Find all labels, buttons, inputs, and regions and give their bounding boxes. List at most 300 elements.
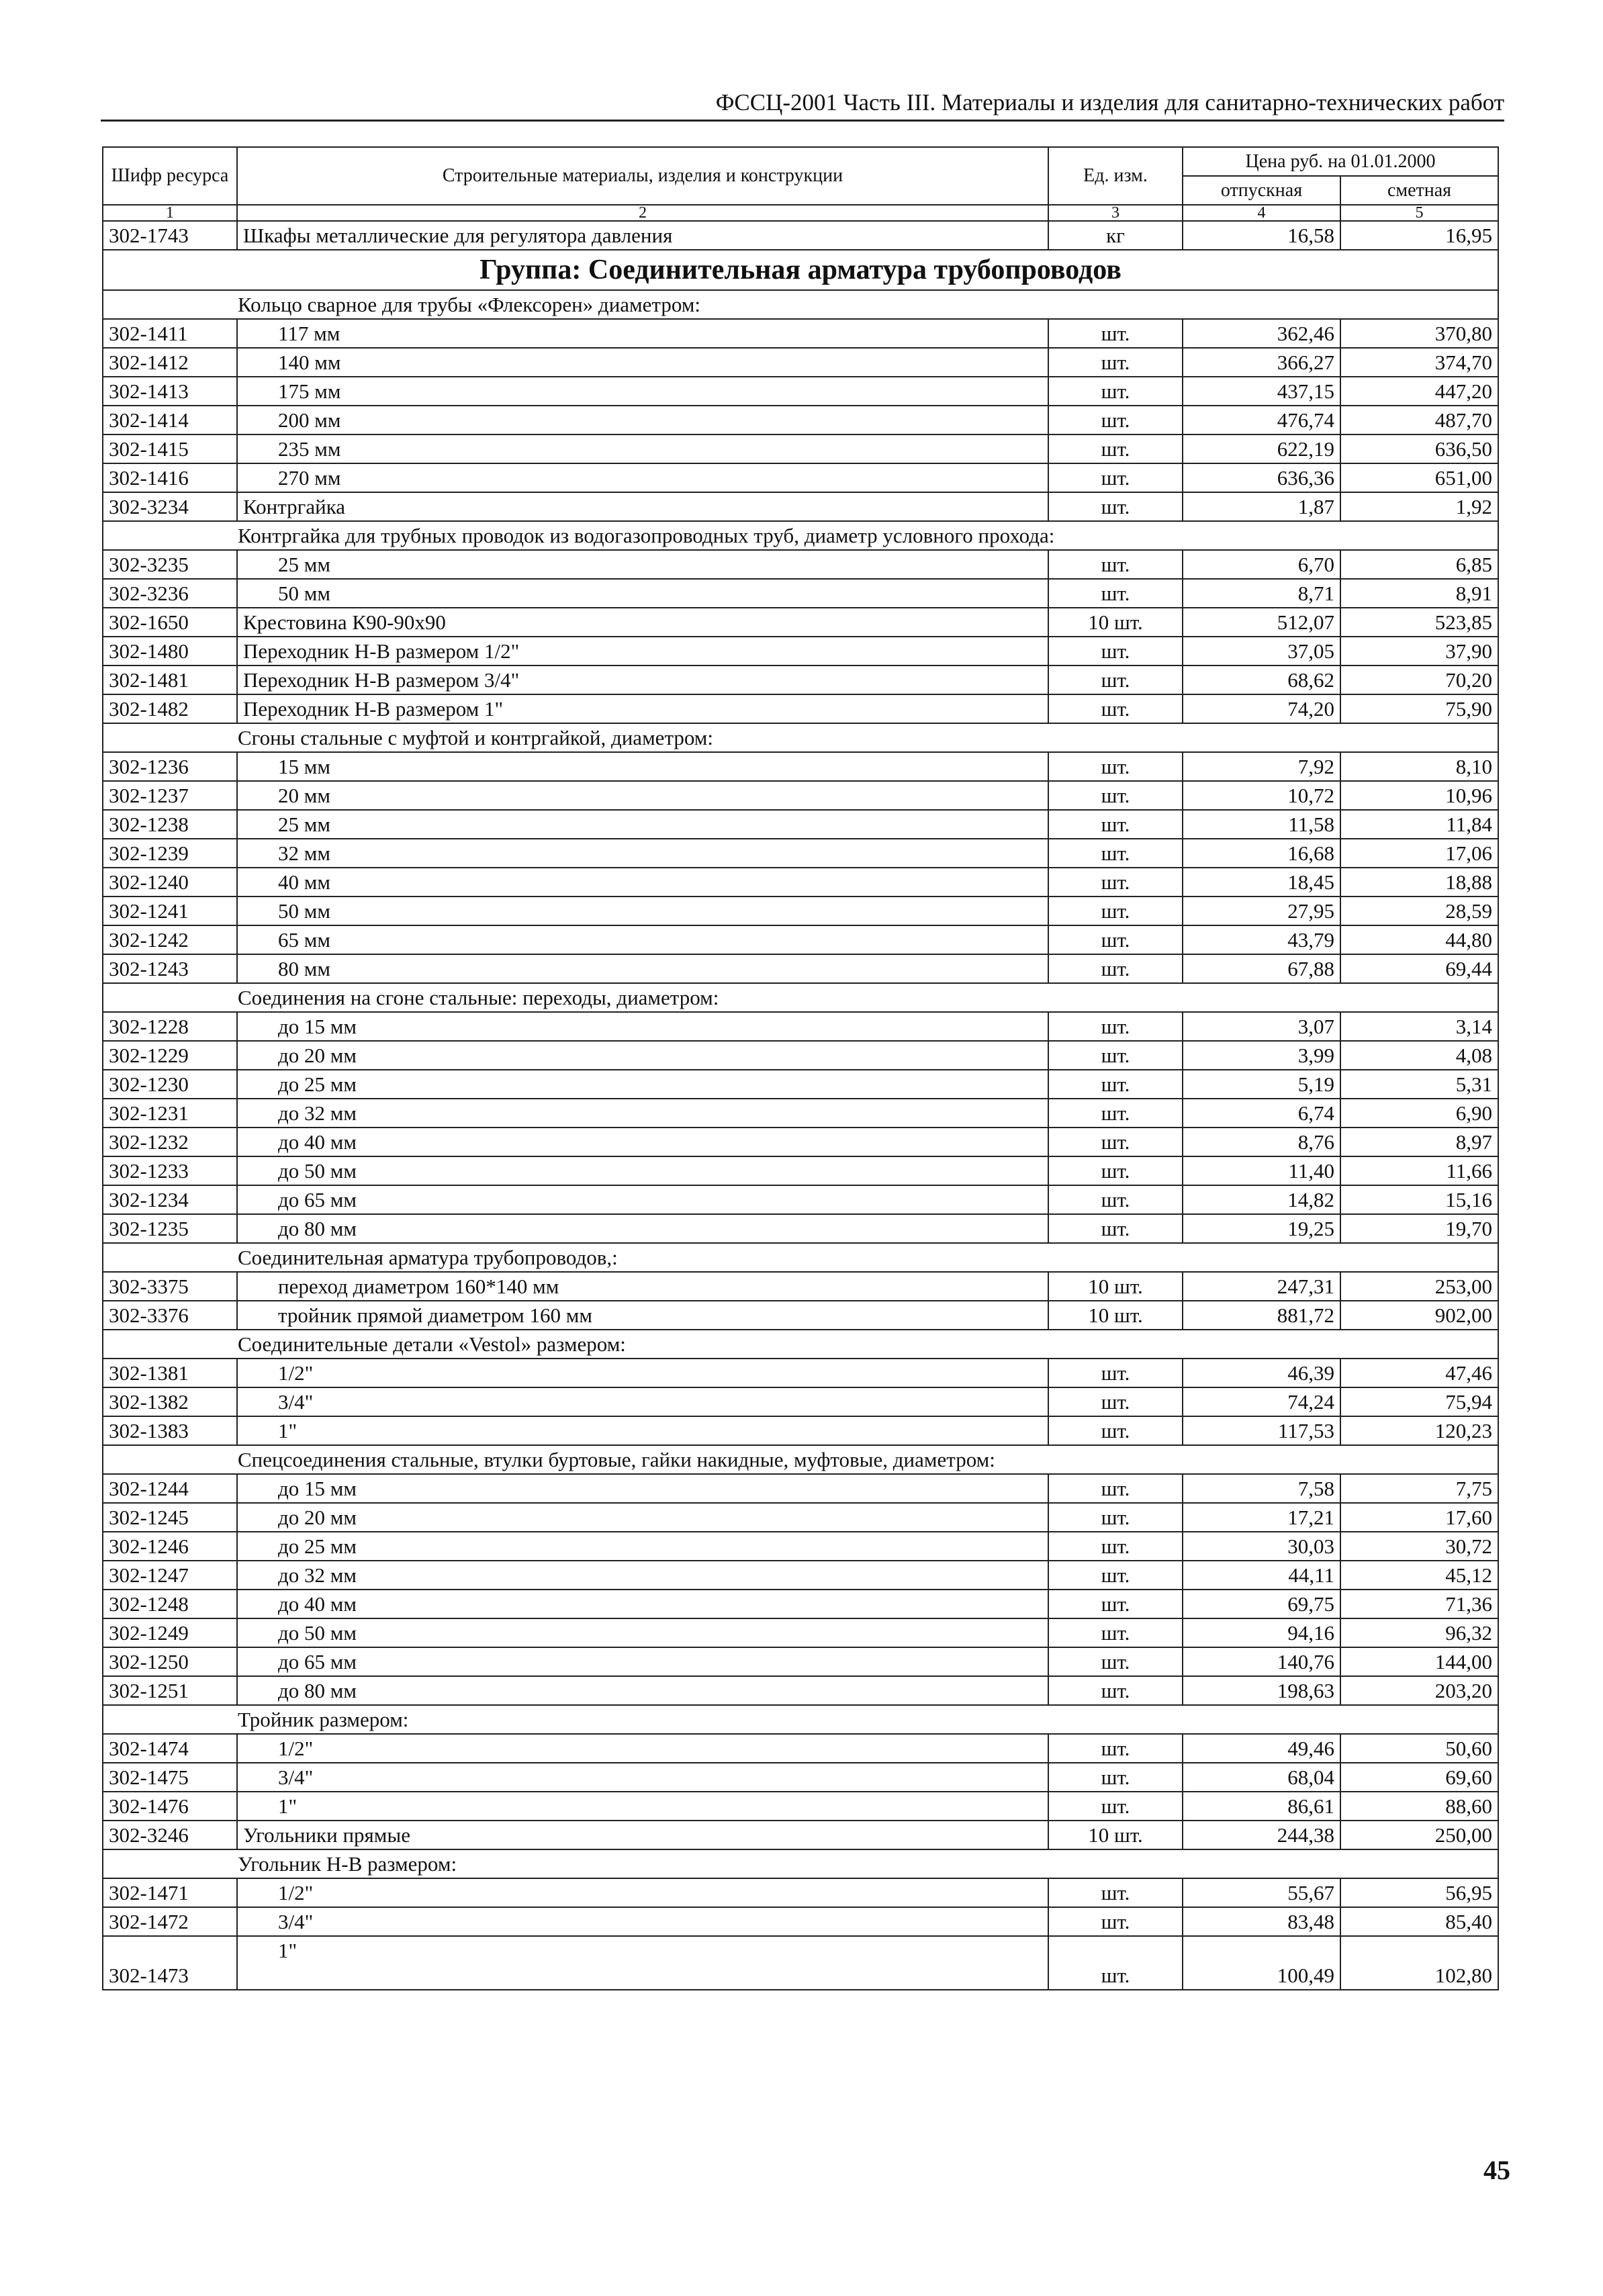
estimate-price-cell: 6,90 <box>1340 1099 1498 1128</box>
table-row <box>103 1878 1498 1907</box>
resource-code-cell: 302-1381 <box>103 1359 237 1387</box>
table-row <box>103 665 1498 694</box>
resource-code-cell: 302-1414 <box>103 406 237 434</box>
material-name-cell: 15 мм <box>237 752 1048 781</box>
wholesale-price-cell: 18,45 <box>1183 868 1340 897</box>
estimate-price-cell: 370,80 <box>1340 319 1498 348</box>
wholesale-price-cell: 3,07 <box>1183 1012 1340 1041</box>
material-name-cell: 1/2" <box>237 1359 1048 1387</box>
section-heading-row <box>103 1243 1498 1272</box>
estimate-price-cell: 19,70 <box>1340 1214 1498 1243</box>
material-name-cell: 20 мм <box>237 781 1048 810</box>
estimate-price-cell: 1,92 <box>1340 492 1498 521</box>
table-row <box>103 406 1498 434</box>
unit-cell: шт. <box>1048 1907 1183 1936</box>
estimate-price-cell: 8,97 <box>1340 1128 1498 1156</box>
wholesale-price-cell: 37,05 <box>1183 637 1340 665</box>
resource-code-cell: 302-1233 <box>103 1156 237 1185</box>
table-row <box>103 463 1498 492</box>
header-price: Цена руб. на 01.01.2000 <box>1183 147 1498 176</box>
wholesale-price-cell: 476,74 <box>1183 406 1340 434</box>
material-name-cell: до 15 мм <box>237 1012 1048 1041</box>
wholesale-price-cell: 366,27 <box>1183 348 1340 377</box>
table-row <box>103 1821 1498 1849</box>
wholesale-price-cell: 1,87 <box>1183 492 1340 521</box>
estimate-price-cell: 96,32 <box>1340 1618 1498 1647</box>
estimate-price-cell: 16,95 <box>1340 221 1498 250</box>
unit-cell: шт. <box>1048 1099 1183 1128</box>
wholesale-price-cell: 74,20 <box>1183 694 1340 723</box>
unit-cell: шт. <box>1048 954 1183 983</box>
section-heading: Спецсоединения стальные, втулки буртовые, гайки накидные, муфтовые, диаметром: <box>103 1445 1498 1474</box>
wholesale-price-cell: 247,31 <box>1183 1272 1340 1301</box>
resource-code-cell: 302-1244 <box>103 1474 237 1503</box>
unit-cell: шт. <box>1048 665 1183 694</box>
unit-cell: шт. <box>1048 1618 1183 1647</box>
table-row <box>103 1387 1498 1416</box>
table-header <box>103 147 1498 221</box>
material-name-cell: Переходник Н-В размером 3/4" <box>237 665 1048 694</box>
section-heading-row <box>103 983 1498 1012</box>
resource-code-cell: 302-1473 <box>103 1936 237 1990</box>
estimate-price-cell: 651,00 <box>1340 463 1498 492</box>
table-body <box>103 221 1498 1990</box>
unit-cell: шт. <box>1048 752 1183 781</box>
unit-cell: шт. <box>1048 1532 1183 1561</box>
material-name-cell: 32 мм <box>237 839 1048 868</box>
estimate-price-cell: 8,10 <box>1340 752 1498 781</box>
resource-code-cell: 302-1235 <box>103 1214 237 1243</box>
wholesale-price-cell: 43,79 <box>1183 925 1340 954</box>
resource-code-cell: 302-3236 <box>103 579 237 608</box>
table-row <box>103 1907 1498 1936</box>
estimate-price-cell: 50,60 <box>1340 1734 1498 1763</box>
table-row <box>103 1185 1498 1214</box>
resource-code-cell: 302-1236 <box>103 752 237 781</box>
wholesale-price-cell: 44,11 <box>1183 1561 1340 1590</box>
column-number: 4 <box>1183 205 1340 221</box>
wholesale-price-cell: 198,63 <box>1183 1676 1340 1705</box>
estimate-price-cell: 523,85 <box>1340 608 1498 637</box>
material-name-cell: 175 мм <box>237 377 1048 406</box>
resource-code-cell: 302-1249 <box>103 1618 237 1647</box>
estimate-price-cell: 374,70 <box>1340 348 1498 377</box>
header-unit: Ед. изм. <box>1048 147 1183 205</box>
section-heading: Кольцо сварное для трубы «Флексорен» диаметром: <box>103 290 1498 319</box>
material-name-cell: 65 мм <box>237 925 1048 954</box>
wholesale-price-cell: 244,38 <box>1183 1821 1340 1849</box>
unit-cell: шт. <box>1048 839 1183 868</box>
unit-cell: шт. <box>1048 781 1183 810</box>
material-name-cell: 1/2" <box>237 1878 1048 1907</box>
table-row <box>103 348 1498 377</box>
resource-code-cell: 302-3234 <box>103 492 237 521</box>
material-name-cell: 1" <box>237 1792 1048 1821</box>
wholesale-price-cell: 622,19 <box>1183 434 1340 463</box>
table-row <box>103 1128 1498 1156</box>
resource-code-cell: 302-3246 <box>103 1821 237 1849</box>
wholesale-price-cell: 19,25 <box>1183 1214 1340 1243</box>
estimate-price-cell: 37,90 <box>1340 637 1498 665</box>
resource-code-cell: 302-1413 <box>103 377 237 406</box>
wholesale-price-cell: 512,07 <box>1183 608 1340 637</box>
estimate-price-cell: 17,60 <box>1340 1503 1498 1532</box>
estimate-price-cell: 15,16 <box>1340 1185 1498 1214</box>
unit-cell: шт. <box>1048 925 1183 954</box>
header-code: Шифр ресурса <box>103 147 237 205</box>
unit-cell: шт. <box>1048 1878 1183 1907</box>
table-row <box>103 925 1498 954</box>
material-name-cell: тройник прямой диаметром 160 мм <box>237 1301 1048 1330</box>
estimate-price-cell: 253,00 <box>1340 1272 1498 1301</box>
section-heading-row <box>103 521 1498 550</box>
estimate-price-cell: 144,00 <box>1340 1647 1498 1676</box>
resource-code-cell: 302-1474 <box>103 1734 237 1763</box>
material-name-cell: Шкафы металлические для регулятора давления <box>237 221 1048 250</box>
wholesale-price-cell: 67,88 <box>1183 954 1340 983</box>
wholesale-price-cell: 10,72 <box>1183 781 1340 810</box>
table-row <box>103 1416 1498 1445</box>
wholesale-price-cell: 11,58 <box>1183 810 1340 839</box>
resource-code-cell: 302-3376 <box>103 1301 237 1330</box>
estimate-price-cell: 7,75 <box>1340 1474 1498 1503</box>
material-name-cell: до 25 мм <box>237 1532 1048 1561</box>
header-wholesale: отпускная <box>1183 176 1340 205</box>
resource-code-cell: 302-1248 <box>103 1590 237 1618</box>
resource-code-cell: 302-1411 <box>103 319 237 348</box>
wholesale-price-cell: 74,24 <box>1183 1387 1340 1416</box>
unit-cell: шт. <box>1048 1070 1183 1099</box>
wholesale-price-cell: 16,58 <box>1183 221 1340 250</box>
page-header-title: ФССЦ-2001 Часть III. Материалы и изделия для санитарно-технических работ <box>715 89 1504 116</box>
material-name-cell: до 20 мм <box>237 1503 1048 1532</box>
table-row <box>103 579 1498 608</box>
material-name-cell: до 25 мм <box>237 1070 1048 1099</box>
table-row <box>103 752 1498 781</box>
unit-cell: шт. <box>1048 897 1183 925</box>
estimate-price-cell: 71,36 <box>1340 1590 1498 1618</box>
estimate-price-cell: 44,80 <box>1340 925 1498 954</box>
resource-code-cell: 302-1241 <box>103 897 237 925</box>
resource-code-cell: 302-1481 <box>103 665 237 694</box>
unit-cell: 10 шт. <box>1048 1272 1183 1301</box>
unit-cell: шт. <box>1048 1128 1183 1156</box>
resource-code-cell: 302-1232 <box>103 1128 237 1156</box>
estimate-price-cell: 88,60 <box>1340 1792 1498 1821</box>
wholesale-price-cell: 30,03 <box>1183 1532 1340 1561</box>
unit-cell: шт. <box>1048 1792 1183 1821</box>
table-row <box>103 1590 1498 1618</box>
wholesale-price-cell: 7,58 <box>1183 1474 1340 1503</box>
material-name-cell: Угольники прямые <box>237 1821 1048 1849</box>
wholesale-price-cell: 881,72 <box>1183 1301 1340 1330</box>
estimate-price-cell: 11,84 <box>1340 810 1498 839</box>
wholesale-price-cell: 69,75 <box>1183 1590 1340 1618</box>
wholesale-price-cell: 8,76 <box>1183 1128 1340 1156</box>
unit-cell: кг <box>1048 221 1183 250</box>
wholesale-price-cell: 362,46 <box>1183 319 1340 348</box>
estimate-price-cell: 636,50 <box>1340 434 1498 463</box>
unit-cell: шт. <box>1048 319 1183 348</box>
estimate-price-cell: 69,60 <box>1340 1763 1498 1792</box>
wholesale-price-cell: 83,48 <box>1183 1907 1340 1936</box>
wholesale-price-cell: 27,95 <box>1183 897 1340 925</box>
material-name-cell: 140 мм <box>237 348 1048 377</box>
table-row <box>103 897 1498 925</box>
wholesale-price-cell: 49,46 <box>1183 1734 1340 1763</box>
unit-cell: шт. <box>1048 434 1183 463</box>
table-row <box>103 319 1498 348</box>
unit-cell: шт. <box>1048 694 1183 723</box>
material-name-cell: 3/4" <box>237 1763 1048 1792</box>
table-row <box>103 694 1498 723</box>
material-name-cell: Контргайка <box>237 492 1048 521</box>
estimate-price-cell: 30,72 <box>1340 1532 1498 1561</box>
table-row <box>103 1734 1498 1763</box>
table-row <box>103 781 1498 810</box>
material-name-cell: до 40 мм <box>237 1590 1048 1618</box>
table-row <box>103 1618 1498 1647</box>
wholesale-price-cell: 3,99 <box>1183 1041 1340 1070</box>
material-name-cell: до 80 мм <box>237 1676 1048 1705</box>
table-row <box>103 1763 1498 1792</box>
material-name-cell: 1" <box>237 1936 1048 1990</box>
table-row <box>103 1676 1498 1705</box>
resource-code-cell: 302-1383 <box>103 1416 237 1445</box>
section-heading: Соединительная арматура трубопроводов,: <box>103 1243 1498 1272</box>
wholesale-price-cell: 6,70 <box>1183 550 1340 579</box>
table-row <box>103 1532 1498 1561</box>
material-name-cell: 270 мм <box>237 463 1048 492</box>
resource-code-cell: 302-1240 <box>103 868 237 897</box>
unit-cell: шт. <box>1048 1185 1183 1214</box>
unit-cell: шт. <box>1048 810 1183 839</box>
section-heading-row <box>103 1849 1498 1878</box>
table-row <box>103 608 1498 637</box>
table-row <box>103 954 1498 983</box>
wholesale-price-cell: 94,16 <box>1183 1618 1340 1647</box>
estimate-price-cell: 47,46 <box>1340 1359 1498 1387</box>
table-row <box>103 1272 1498 1301</box>
unit-cell: шт. <box>1048 1474 1183 1503</box>
estimate-price-cell: 250,00 <box>1340 1821 1498 1849</box>
table-row <box>103 1301 1498 1330</box>
wholesale-price-cell: 68,62 <box>1183 665 1340 694</box>
estimate-price-cell: 120,23 <box>1340 1416 1498 1445</box>
material-name-cell: 3/4" <box>237 1907 1048 1936</box>
unit-cell: шт. <box>1048 1561 1183 1590</box>
resource-code-cell: 302-1230 <box>103 1070 237 1099</box>
estimate-price-cell: 10,96 <box>1340 781 1498 810</box>
material-name-cell: до 50 мм <box>237 1618 1048 1647</box>
unit-cell: 10 шт. <box>1048 1821 1183 1849</box>
table-row <box>103 492 1498 521</box>
material-name-cell: 80 мм <box>237 954 1048 983</box>
material-name-cell: 1/2" <box>237 1734 1048 1763</box>
section-heading-row <box>103 1705 1498 1734</box>
unit-cell: шт. <box>1048 348 1183 377</box>
resource-code-cell: 302-1650 <box>103 608 237 637</box>
column-number: 1 <box>103 205 237 221</box>
unit-cell: шт. <box>1048 1676 1183 1705</box>
column-number: 2 <box>237 205 1048 221</box>
unit-cell: шт. <box>1048 1156 1183 1185</box>
header-divider <box>101 120 1504 122</box>
resource-code-cell: 302-1743 <box>103 221 237 250</box>
estimate-price-cell: 447,20 <box>1340 377 1498 406</box>
material-name-cell: переход диаметром 160*140 мм <box>237 1272 1048 1301</box>
unit-cell: шт. <box>1048 637 1183 665</box>
resource-code-cell: 302-1239 <box>103 839 237 868</box>
material-name-cell: до 50 мм <box>237 1156 1048 1185</box>
table-row <box>103 1099 1498 1128</box>
table-row <box>103 1359 1498 1387</box>
wholesale-price-cell: 68,04 <box>1183 1763 1340 1792</box>
unit-cell: шт. <box>1048 868 1183 897</box>
header-name: Строительные материалы, изделия и конструкции <box>237 147 1048 205</box>
estimate-price-cell: 45,12 <box>1340 1561 1498 1590</box>
resource-code-cell: 302-1475 <box>103 1763 237 1792</box>
resource-code-cell: 302-1246 <box>103 1532 237 1561</box>
material-name-cell: до 20 мм <box>237 1041 1048 1070</box>
material-name-cell: до 80 мм <box>237 1214 1048 1243</box>
estimate-price-cell: 69,44 <box>1340 954 1498 983</box>
unit-cell: шт. <box>1048 1647 1183 1676</box>
unit-cell: шт. <box>1048 1214 1183 1243</box>
estimate-price-cell: 5,31 <box>1340 1070 1498 1099</box>
wholesale-price-cell: 46,39 <box>1183 1359 1340 1387</box>
table-row <box>103 221 1498 250</box>
resource-code-cell: 302-1228 <box>103 1012 237 1041</box>
resource-code-cell: 302-1412 <box>103 348 237 377</box>
table-row <box>103 1041 1498 1070</box>
resource-code-cell: 302-1229 <box>103 1041 237 1070</box>
unit-cell: шт. <box>1048 1012 1183 1041</box>
estimate-price-cell: 75,90 <box>1340 694 1498 723</box>
material-name-cell: до 15 мм <box>237 1474 1048 1503</box>
table-row <box>103 868 1498 897</box>
resource-code-cell: 302-1416 <box>103 463 237 492</box>
section-heading-row <box>103 723 1498 752</box>
section-heading: Соединительные детали «Vestol» размером: <box>103 1330 1498 1359</box>
material-name-cell: до 65 мм <box>237 1647 1048 1676</box>
wholesale-price-cell: 14,82 <box>1183 1185 1340 1214</box>
material-name-cell: Крестовина К90-90х90 <box>237 608 1048 637</box>
wholesale-price-cell: 140,76 <box>1183 1647 1340 1676</box>
unit-cell: шт. <box>1048 1503 1183 1532</box>
material-name-cell: 200 мм <box>237 406 1048 434</box>
table-row <box>103 1561 1498 1590</box>
wholesale-price-cell: 636,36 <box>1183 463 1340 492</box>
estimate-price-cell: 3,14 <box>1340 1012 1498 1041</box>
resource-code-cell: 302-1242 <box>103 925 237 954</box>
resource-code-cell: 302-1231 <box>103 1099 237 1128</box>
table-row <box>103 810 1498 839</box>
estimate-price-cell: 203,20 <box>1340 1676 1498 1705</box>
table-row <box>103 1012 1498 1041</box>
resource-code-cell: 302-1251 <box>103 1676 237 1705</box>
section-heading: Тройник размером: <box>103 1705 1498 1734</box>
table-row <box>103 550 1498 579</box>
table-row <box>103 839 1498 868</box>
estimate-price-cell: 902,00 <box>1340 1301 1498 1330</box>
unit-cell: шт. <box>1048 406 1183 434</box>
material-name-cell: до 40 мм <box>237 1128 1048 1156</box>
resource-code-cell: 302-1237 <box>103 781 237 810</box>
column-number: 5 <box>1340 205 1498 221</box>
resource-code-cell: 302-1482 <box>103 694 237 723</box>
estimate-price-cell: 75,94 <box>1340 1387 1498 1416</box>
resource-code-cell: 302-1247 <box>103 1561 237 1590</box>
resource-code-cell: 302-1480 <box>103 637 237 665</box>
material-name-cell: до 65 мм <box>237 1185 1048 1214</box>
estimate-price-cell: 11,66 <box>1340 1156 1498 1185</box>
unit-cell: шт. <box>1048 492 1183 521</box>
wholesale-price-cell: 6,74 <box>1183 1099 1340 1128</box>
material-name-cell: 117 мм <box>237 319 1048 348</box>
table-row <box>103 1936 1498 1990</box>
table-row <box>103 1070 1498 1099</box>
table-row <box>103 1647 1498 1676</box>
resource-code-cell: 302-1250 <box>103 1647 237 1676</box>
unit-cell: шт. <box>1048 1763 1183 1792</box>
material-name-cell: 235 мм <box>237 434 1048 463</box>
estimate-price-cell: 487,70 <box>1340 406 1498 434</box>
wholesale-price-cell: 100,49 <box>1183 1936 1340 1990</box>
material-name-cell: 40 мм <box>237 868 1048 897</box>
material-name-cell: 50 мм <box>237 897 1048 925</box>
estimate-price-cell: 17,06 <box>1340 839 1498 868</box>
resource-code-cell: 302-3375 <box>103 1272 237 1301</box>
unit-cell: шт. <box>1048 1936 1183 1990</box>
material-name-cell: до 32 мм <box>237 1099 1048 1128</box>
unit-cell: шт. <box>1048 1041 1183 1070</box>
resource-code-cell: 302-3235 <box>103 550 237 579</box>
section-heading-row <box>103 1330 1498 1359</box>
wholesale-price-cell: 7,92 <box>1183 752 1340 781</box>
unit-cell: шт. <box>1048 1387 1183 1416</box>
estimate-price-cell: 56,95 <box>1340 1878 1498 1907</box>
table-row <box>103 1474 1498 1503</box>
unit-cell: шт. <box>1048 1590 1183 1618</box>
material-name-cell: 25 мм <box>237 810 1048 839</box>
table-row <box>103 1156 1498 1185</box>
resource-code-cell: 302-1472 <box>103 1907 237 1936</box>
wholesale-price-cell: 16,68 <box>1183 839 1340 868</box>
estimate-price-cell: 70,20 <box>1340 665 1498 694</box>
resource-code-cell: 302-1471 <box>103 1878 237 1907</box>
header-estimate: сметная <box>1340 176 1498 205</box>
wholesale-price-cell: 55,67 <box>1183 1878 1340 1907</box>
estimate-price-cell: 28,59 <box>1340 897 1498 925</box>
section-heading: Сгоны стальные с муфтой и контргайкой, диаметром: <box>103 723 1498 752</box>
estimate-price-cell: 85,40 <box>1340 1907 1498 1936</box>
wholesale-price-cell: 117,53 <box>1183 1416 1340 1445</box>
resource-code-cell: 302-1382 <box>103 1387 237 1416</box>
page-number: 45 <box>1483 2155 1510 2185</box>
wholesale-price-cell: 11,40 <box>1183 1156 1340 1185</box>
resource-code-cell: 302-1245 <box>103 1503 237 1532</box>
table-row <box>103 434 1498 463</box>
section-heading: Контргайка для трубных проводок из водогазопроводных труб, диаметр условного прохода: <box>103 521 1498 550</box>
section-heading-row <box>103 290 1498 319</box>
price-table <box>102 146 1499 1990</box>
unit-cell: шт. <box>1048 550 1183 579</box>
unit-cell: шт. <box>1048 463 1183 492</box>
estimate-price-cell: 4,08 <box>1340 1041 1498 1070</box>
unit-cell: шт. <box>1048 1734 1183 1763</box>
wholesale-price-cell: 437,15 <box>1183 377 1340 406</box>
